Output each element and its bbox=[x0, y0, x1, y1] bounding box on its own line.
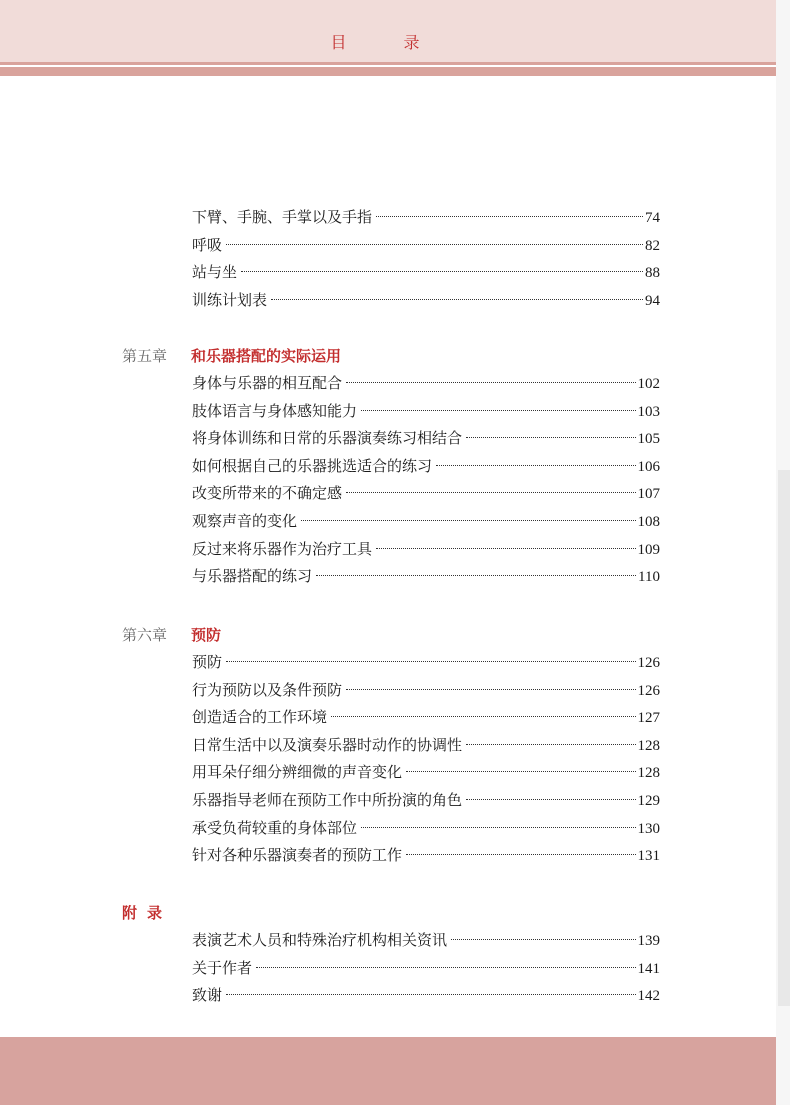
dot-leader bbox=[241, 271, 643, 272]
page-title: 目 录 bbox=[330, 33, 446, 52]
dot-leader bbox=[451, 939, 635, 940]
chapter-number: 第五章 bbox=[122, 347, 168, 365]
footer-band bbox=[0, 1037, 776, 1105]
dot-leader bbox=[406, 854, 635, 855]
header-divider-thick bbox=[0, 67, 776, 76]
toc-section-continued bbox=[0, 204, 776, 314]
toc-entry[interactable] bbox=[192, 927, 660, 955]
toc-entry-page: 126 bbox=[637, 655, 660, 671]
toc-entry-page: 108 bbox=[637, 513, 660, 530]
toc-entry-title: 如何根据自己的乐器挑选适合的练习 bbox=[192, 456, 433, 475]
toc-entry-title: 观察声音的变化 bbox=[192, 511, 298, 530]
chapter-title: 预防 bbox=[191, 626, 222, 644]
toc-entry[interactable] bbox=[192, 649, 660, 677]
toc-entry[interactable] bbox=[192, 982, 660, 1010]
toc-entry-page: 94 bbox=[645, 292, 660, 309]
toc-entry[interactable] bbox=[192, 508, 660, 536]
chapter-number: 第六章 bbox=[122, 626, 168, 644]
toc-entry-title: 下臂、手腕、手掌以及手指 bbox=[192, 208, 373, 226]
toc-entry-page: 141 bbox=[637, 960, 660, 977]
dot-leader bbox=[316, 575, 636, 576]
appendix-title: 附录 bbox=[122, 904, 173, 922]
dot-leader bbox=[406, 771, 635, 772]
toc-entry-title: 行为预防以及条件预防 bbox=[192, 680, 343, 699]
toc-entry[interactable] bbox=[192, 232, 660, 260]
toc-entry[interactable] bbox=[192, 815, 660, 843]
toc-entry-title: 预防 bbox=[192, 653, 223, 671]
toc-entry-title: 致谢 bbox=[192, 986, 223, 1005]
toc-entry-page: 128 bbox=[637, 765, 660, 782]
dot-leader bbox=[376, 216, 643, 217]
toc-entry[interactable] bbox=[192, 677, 660, 705]
toc-entry[interactable] bbox=[192, 425, 660, 453]
appendix-heading[interactable] bbox=[0, 899, 776, 927]
toc-entry-page: 110 bbox=[638, 569, 660, 586]
chapter-heading[interactable] bbox=[0, 342, 776, 370]
toc-entry-page: 107 bbox=[637, 486, 660, 503]
toc-entry-title: 关于作者 bbox=[192, 958, 253, 977]
dot-leader bbox=[271, 299, 643, 300]
toc-entry-page: 130 bbox=[637, 820, 660, 837]
chapter-title: 和乐器搭配的实际运用 bbox=[191, 347, 342, 365]
dot-leader bbox=[361, 827, 635, 828]
toc-entry-page: 139 bbox=[637, 933, 660, 949]
toc-section-chapter-5 bbox=[0, 342, 776, 591]
toc-entry[interactable] bbox=[192, 287, 660, 315]
toc-section-appendix bbox=[0, 899, 776, 1010]
dot-leader bbox=[466, 437, 635, 438]
toc-entry[interactable] bbox=[192, 759, 660, 787]
dot-leader bbox=[346, 382, 635, 383]
toc-entry-title: 表演艺术人员和特殊治疗机构相关资讯 bbox=[192, 931, 448, 949]
toc-entry-page: 128 bbox=[637, 737, 660, 754]
toc-entry[interactable] bbox=[192, 370, 660, 398]
toc-entry-page: 109 bbox=[637, 541, 660, 558]
dot-leader bbox=[466, 799, 635, 800]
toc-entry[interactable] bbox=[192, 536, 660, 564]
toc-entry-page: 129 bbox=[637, 792, 660, 809]
toc-entry-title: 针对各种乐器演奏者的预防工作 bbox=[192, 846, 403, 865]
toc-entry[interactable] bbox=[192, 732, 660, 760]
toc-entry[interactable] bbox=[192, 398, 660, 426]
toc-entry-title: 承受负荷较重的身体部位 bbox=[192, 818, 358, 837]
dot-leader bbox=[301, 520, 635, 521]
toc-entry[interactable] bbox=[192, 259, 660, 287]
toc-entry-page: 105 bbox=[637, 431, 660, 448]
toc-entry[interactable] bbox=[192, 842, 660, 870]
toc-entry-title: 将身体训练和日常的乐器演奏练习相结合 bbox=[192, 429, 463, 448]
toc-entry[interactable] bbox=[192, 563, 660, 591]
toc-entry-title: 用耳朵仔细分辨细微的声音变化 bbox=[192, 763, 403, 782]
toc-entry[interactable] bbox=[192, 204, 660, 232]
toc-entry-page: 102 bbox=[637, 376, 660, 392]
toc-entry-title: 乐器指导老师在预防工作中所扮演的角色 bbox=[192, 790, 463, 809]
dot-leader bbox=[226, 661, 635, 662]
toc-entry[interactable] bbox=[192, 480, 660, 508]
toc-entry[interactable] bbox=[192, 955, 660, 983]
chapter-heading[interactable] bbox=[0, 621, 776, 649]
toc-entry-title: 反过来将乐器作为治疗工具 bbox=[192, 539, 373, 558]
toc-entry[interactable] bbox=[192, 453, 660, 481]
dot-leader bbox=[331, 716, 635, 717]
toc-entry-title: 肢体语言与身体感知能力 bbox=[192, 401, 358, 420]
dot-leader bbox=[361, 410, 635, 411]
toc-entry[interactable] bbox=[192, 704, 660, 732]
thumb-tab bbox=[778, 470, 790, 1006]
toc-entry-title: 改变所带来的不确定感 bbox=[192, 484, 343, 503]
dot-leader bbox=[376, 548, 635, 549]
toc-entry-page: 126 bbox=[637, 682, 660, 699]
dot-leader bbox=[226, 244, 643, 245]
toc-entry[interactable] bbox=[192, 787, 660, 815]
dot-leader bbox=[346, 492, 635, 493]
toc-entry-page: 131 bbox=[637, 848, 660, 865]
toc-entry-page: 88 bbox=[645, 265, 660, 282]
toc-entry-title: 与乐器搭配的练习 bbox=[192, 567, 313, 586]
toc-entry-page: 82 bbox=[645, 237, 660, 254]
toc-entry-page: 106 bbox=[637, 458, 660, 475]
dot-leader bbox=[436, 465, 635, 466]
dot-leader bbox=[466, 744, 635, 745]
header-divider bbox=[0, 62, 776, 65]
toc-entry-title: 创造适合的工作环境 bbox=[192, 708, 328, 727]
dot-leader bbox=[346, 689, 635, 690]
toc-entry-page: 103 bbox=[637, 403, 660, 420]
toc-entry-page: 74 bbox=[645, 210, 660, 226]
toc-entry-page: 127 bbox=[637, 710, 660, 727]
dot-leader bbox=[256, 967, 635, 968]
toc-entry-title: 站与坐 bbox=[192, 263, 238, 282]
toc-entry-title: 日常生活中以及演奏乐器时动作的协调性 bbox=[192, 735, 463, 754]
toc-section-chapter-6 bbox=[0, 621, 776, 870]
toc-entry-page: 142 bbox=[637, 988, 660, 1005]
toc-entry-title: 呼吸 bbox=[192, 235, 223, 254]
toc-entry-title: 训练计划表 bbox=[192, 290, 268, 309]
toc-entry-title: 身体与乐器的相互配合 bbox=[192, 374, 343, 392]
dot-leader bbox=[226, 994, 635, 995]
